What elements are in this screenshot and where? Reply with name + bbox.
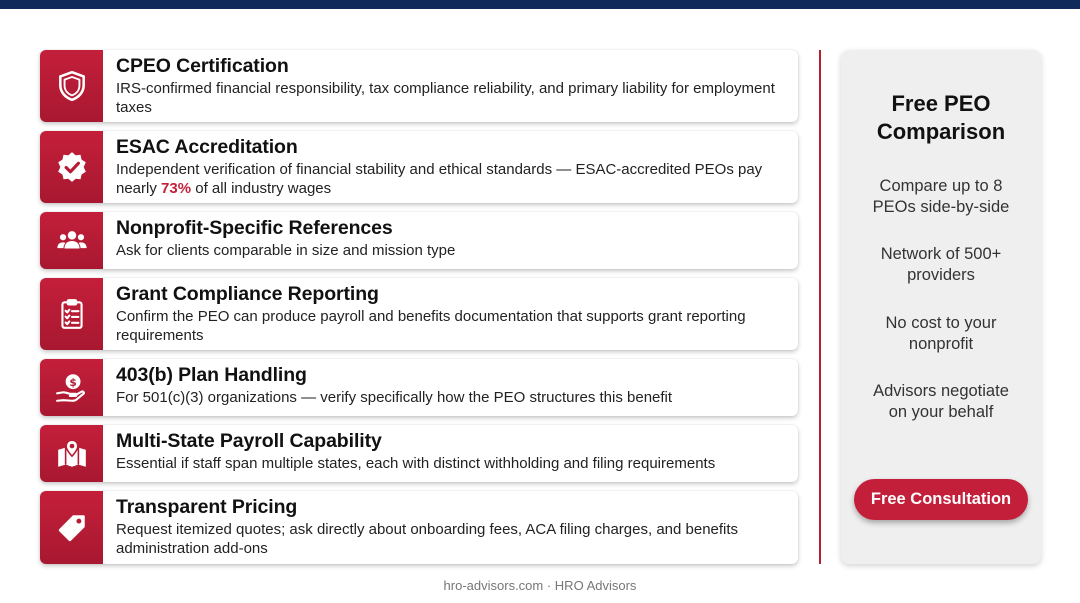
- item-description: Request itemized quotes; ask directly about onboarding fees, ACA filing charges, and benefits administration add-ons: [116, 521, 739, 557]
- criteria-card-multistate: [40, 425, 798, 482]
- item-description: IRS-confirmed financial responsibility, tax compliance reliability, and primary liability for employment taxes: [116, 80, 775, 116]
- svg-text:$: $: [68, 375, 77, 389]
- item-title: Multi-State Payroll Capability: [116, 430, 382, 452]
- item-title: CPEO Certification: [116, 55, 289, 77]
- item-description: Independent verification of financial stability and ethical standards — ESAC-accredited PEOs pay nearly 73% of all industry wages: [116, 161, 763, 197]
- top-bar: [0, 0, 1080, 9]
- wage-share-highlight: 73%: [161, 180, 192, 197]
- item-title: Nonprofit-Specific References: [116, 217, 393, 239]
- criteria-card-references: [40, 212, 798, 269]
- item-title: Grant Compliance Reporting: [116, 283, 379, 305]
- shield-icon: [55, 69, 89, 103]
- criteria-card-403b: [40, 359, 798, 416]
- item-title: ESAC Accreditation: [116, 136, 298, 158]
- item-description: For 501(c)(3) organizations — verify specifically how the PEO structures this benefit: [116, 389, 673, 406]
- price-tag-icon: [55, 511, 89, 545]
- map-pin-icon: [55, 437, 89, 471]
- footer-credit: hro-advisors.com · HRO Advisors: [443, 578, 637, 593]
- panel-point: Advisors negotiate on your behalf: [873, 382, 1009, 421]
- comparison-panel: [841, 50, 1041, 564]
- panel-title: Free PEO Comparison: [876, 91, 1006, 144]
- badge-check-icon: [55, 150, 89, 184]
- item-title: 403(b) Plan Handling: [116, 364, 307, 386]
- hand-dollar-icon: [55, 371, 89, 405]
- panel-point: Network of 500+ providers: [880, 245, 1002, 284]
- item-title: Transparent Pricing: [116, 496, 298, 518]
- panel-point: No cost to your nonprofit: [885, 314, 997, 353]
- clipboard-checklist-icon: [55, 297, 89, 331]
- vertical-divider: [819, 50, 821, 564]
- users-icon: [55, 224, 89, 258]
- panel-point: Compare up to 8 PEOs side-by-side: [872, 177, 1010, 216]
- criteria-card-grant-reporting: [40, 278, 798, 350]
- criteria-card-pricing: [40, 491, 798, 564]
- free-consultation-button[interactable]: Free Consultation: [854, 479, 1028, 520]
- item-description: Essential if staff span multiple states, each with distinct withholding and filing requirements: [116, 455, 716, 472]
- item-description: Ask for clients comparable in size and mission type: [116, 242, 456, 259]
- criteria-card-esac: [40, 131, 798, 203]
- criteria-card-cpeo: [40, 50, 798, 122]
- item-description: Confirm the PEO can produce payroll and benefits documentation that supports grant reporting requirements: [116, 308, 746, 344]
